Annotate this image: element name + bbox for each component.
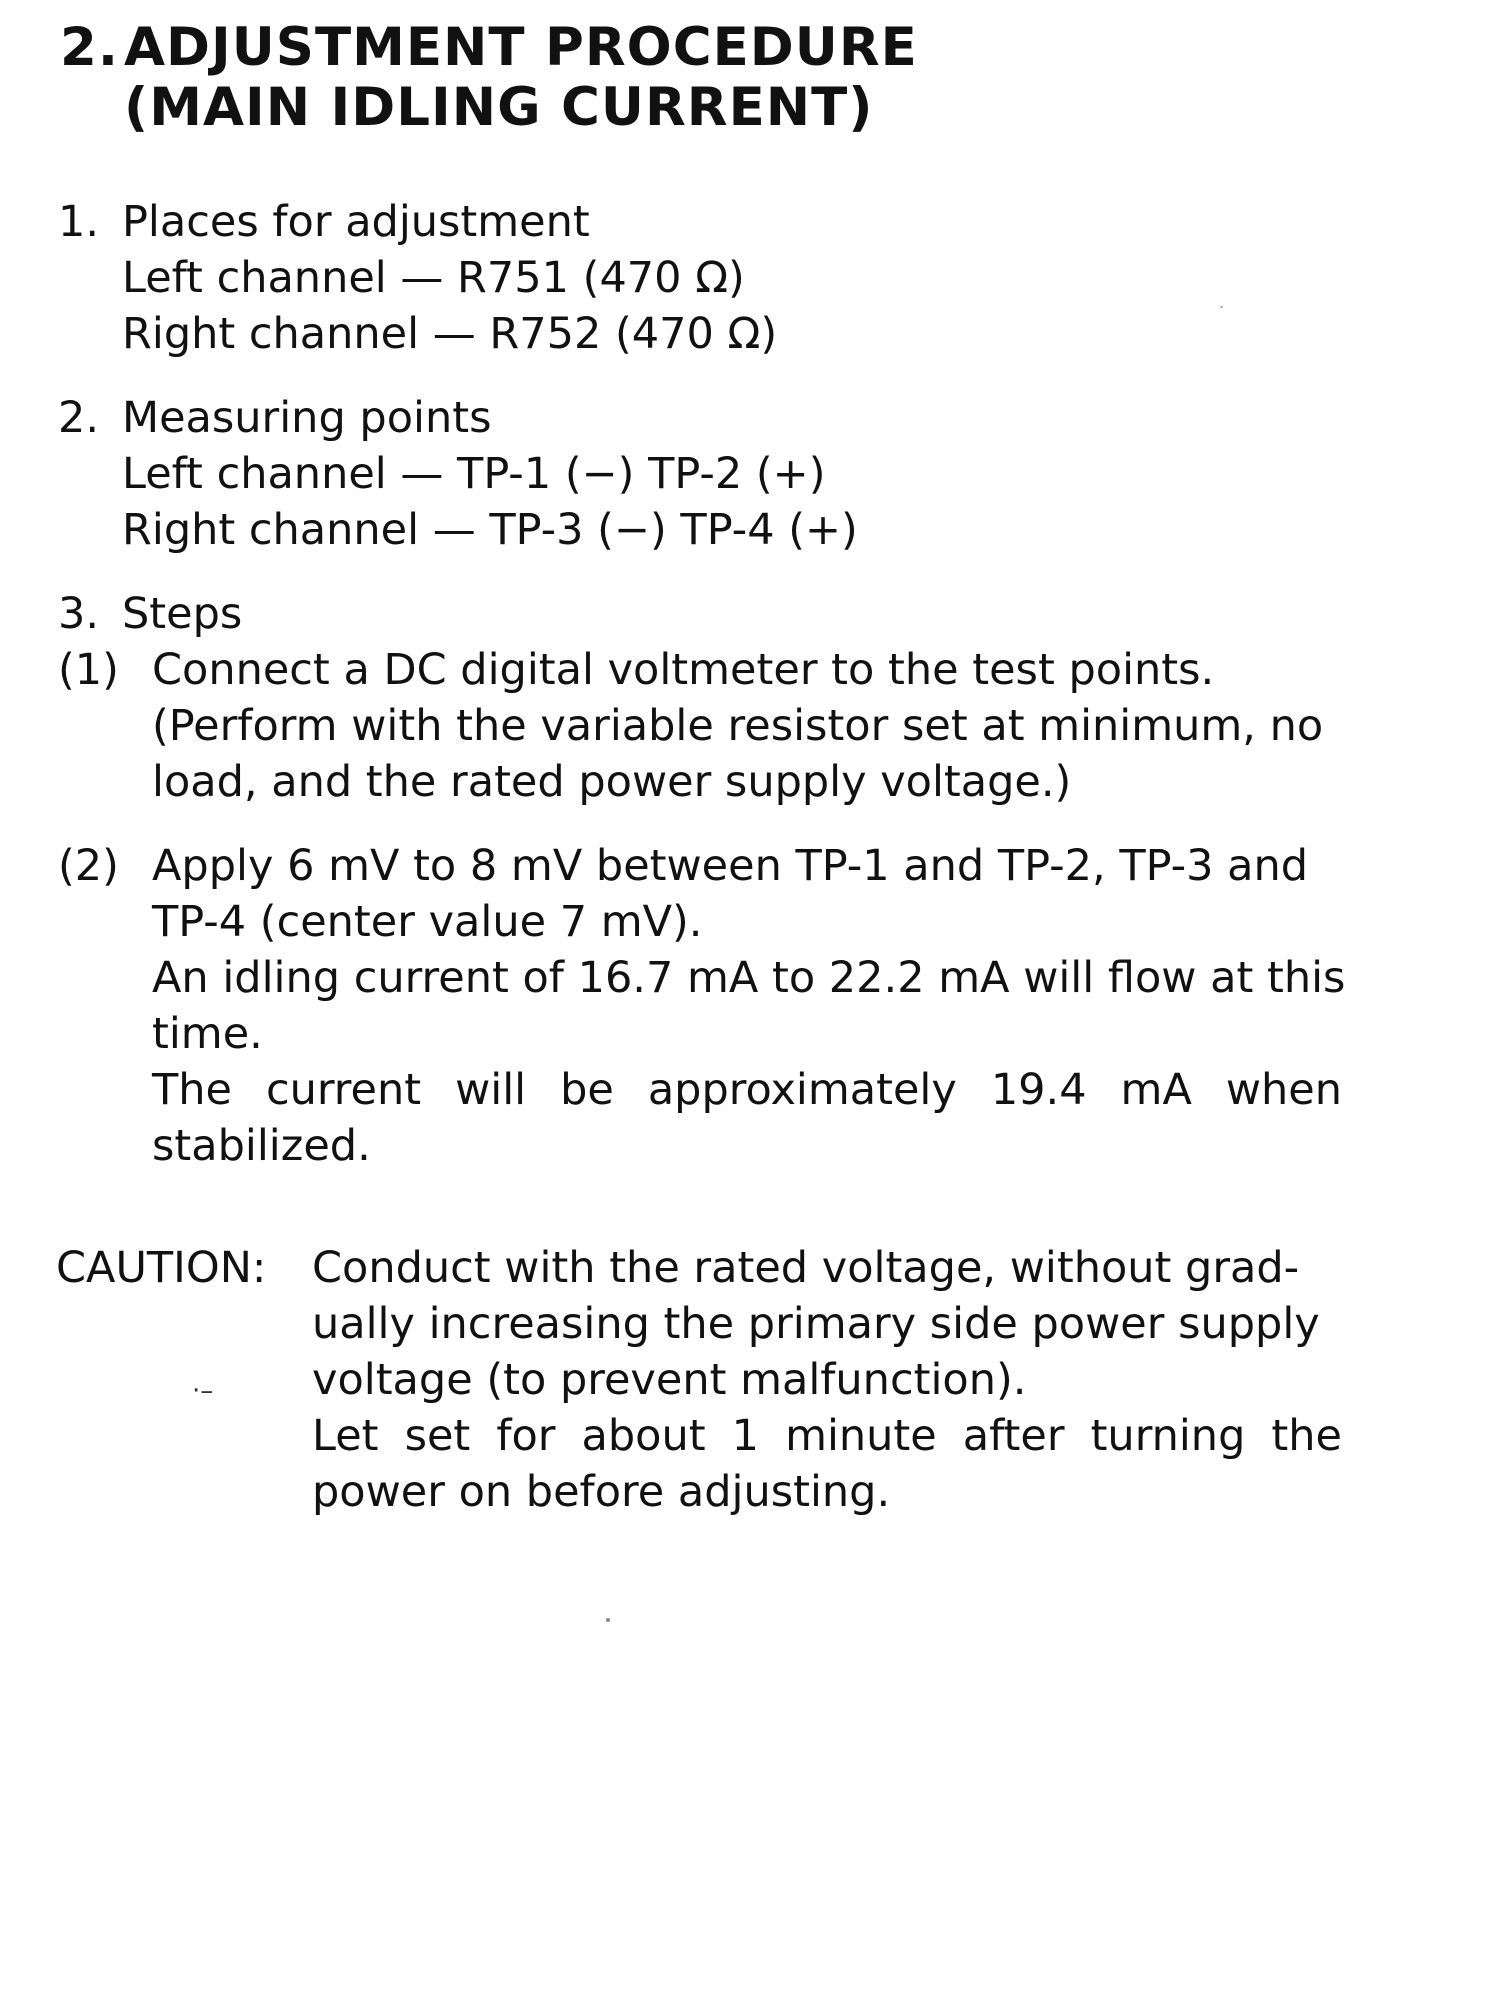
- caution-line2: ually increasing the primary side power supply: [312, 1299, 1320, 1349]
- scan-speck: [606, 1618, 610, 1622]
- measuring-heading: [58, 390, 491, 446]
- stray-mark: ·–: [192, 1376, 214, 1406]
- caution-label: CAUTION:: [56, 1243, 267, 1293]
- section-heading: [60, 18, 918, 138]
- step2-line5: The current will be approximately 19.4 mA when: [152, 1065, 1342, 1115]
- heading-title-line2: (MAIN IDLING CURRENT): [124, 77, 874, 138]
- step2-line6: stabilized.: [152, 1121, 371, 1171]
- step2-line2: TP-4 (center value 7 mV).: [152, 897, 703, 947]
- measuring-number: 2.: [58, 393, 100, 443]
- heading-number: 2.: [60, 17, 120, 78]
- step1-line2: (Perform with the variable resistor set at minimum, no: [152, 701, 1324, 751]
- measuring-right-channel: Right channel — TP-3 (−) TP-4 (+): [122, 505, 858, 555]
- caution-line1: Conduct with the rated voltage, without grad-: [312, 1243, 1300, 1293]
- caution-line4: Let set for about 1 minute after turning the: [312, 1411, 1342, 1461]
- step1-line1: Connect a DC digital voltmeter to the test points.: [152, 645, 1215, 695]
- steps-heading: [58, 586, 242, 642]
- steps-title: Steps: [122, 589, 243, 639]
- steps-number: 3.: [58, 589, 100, 639]
- measuring-title: Measuring points: [122, 393, 492, 443]
- caution-line5: power on before adjusting.: [312, 1467, 891, 1517]
- places-number: 1.: [58, 197, 100, 247]
- step2-number: (2): [58, 841, 119, 891]
- step1-line3: load, and the rated power supply voltage.): [152, 757, 1072, 807]
- places-left-channel: Left channel — R751 (470 Ω): [122, 253, 745, 303]
- scan-speck-faint: [1220, 306, 1223, 308]
- places-right-channel: Right channel — R752 (470 Ω): [122, 309, 778, 359]
- measuring-left-channel: Left channel — TP-1 (−) TP-2 (+): [122, 449, 826, 499]
- step2-line3: An idling current of 16.7 mA to 22.2 mA will flow at this: [152, 953, 1346, 1003]
- step2-line4: time.: [152, 1009, 263, 1059]
- heading-title-line1: ADJUSTMENT PROCEDURE: [124, 17, 918, 78]
- places-heading: [58, 194, 590, 250]
- step2-line1: Apply 6 mV to 8 mV between TP-1 and TP-2, TP-3 and: [152, 841, 1309, 891]
- caution-line3: voltage (to prevent malfunction).: [312, 1355, 1027, 1405]
- places-title: Places for adjustment: [122, 197, 590, 247]
- step1-number: (1): [58, 645, 119, 695]
